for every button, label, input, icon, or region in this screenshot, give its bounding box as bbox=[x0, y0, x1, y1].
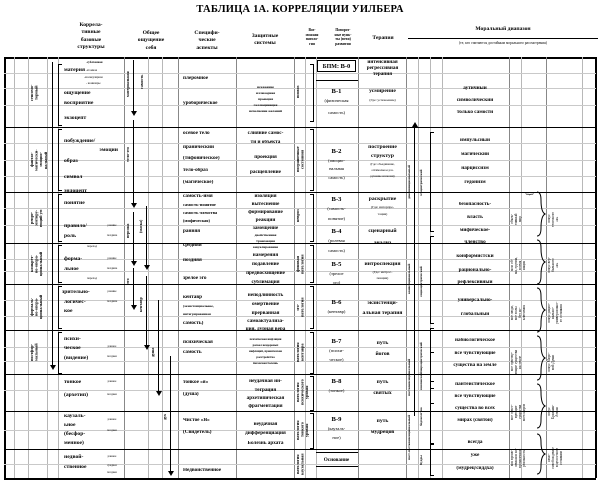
grid-v bbox=[14, 57, 15, 478]
pathology-label-psychosis: психоз bbox=[295, 85, 300, 99]
sa-mythic: (мифическая) bbox=[183, 219, 210, 223]
bs-sub-early: раннее bbox=[107, 380, 117, 383]
df-yogic-illness: йоговская болезнь bbox=[253, 362, 278, 365]
tp-foundation: Основание bbox=[323, 457, 350, 463]
tp-v7-code: В-7 bbox=[331, 338, 342, 345]
tp-v3-sub1: (самость- bbox=[327, 206, 346, 211]
ms-self-only: только самости bbox=[456, 110, 494, 115]
bs-sub-late: позднее bbox=[106, 355, 118, 358]
ms-universal-2: глобальный bbox=[460, 312, 490, 317]
moral-label-conventional: конвенциональный bbox=[407, 263, 411, 295]
moral-bracket bbox=[430, 444, 434, 476]
band-rule bbox=[4, 449, 596, 450]
tp-bpm-v0: БПМ: В-0 bbox=[317, 60, 356, 72]
df-projection: проекция bbox=[257, 98, 274, 101]
sa-self-membership: самость членства bbox=[183, 211, 218, 215]
df-splitting: расщепление bbox=[250, 170, 281, 175]
df-isolation: изоляция bbox=[254, 194, 277, 199]
grid-v bbox=[47, 57, 48, 478]
bs-row-causal-2: ьное bbox=[64, 422, 76, 428]
self-label-persona: персона bbox=[125, 223, 130, 239]
pathology-bracket bbox=[310, 413, 314, 449]
sa-self: самость) bbox=[183, 321, 204, 326]
tp-v8-sub1: (тонкое) bbox=[328, 388, 345, 393]
loc-body-self: локус телесного «я» bbox=[547, 211, 559, 227]
bs-row-causal-3: (бесфор- bbox=[64, 431, 86, 437]
th-structure-2: структур bbox=[371, 153, 394, 159]
ms-security-1: безопасность- bbox=[458, 202, 492, 207]
pathology-label-background: фоновая патология bbox=[295, 254, 305, 274]
grid-v bbox=[178, 57, 179, 478]
tp-rule bbox=[316, 80, 358, 81]
moral-bracket bbox=[430, 132, 434, 232]
df-archetypal: архетипическая bbox=[246, 396, 285, 401]
th-uncovering: раскрытие bbox=[368, 196, 397, 202]
bs-row-sensation: ощущение bbox=[64, 90, 91, 96]
grid-v bbox=[582, 57, 583, 478]
grid-v bbox=[124, 57, 125, 478]
tp-v4-sub2: самость) bbox=[328, 248, 345, 253]
bs-row-subtle-2: (архетип) bbox=[64, 392, 88, 398]
tp-v8-code: В-8 bbox=[331, 378, 342, 385]
moral-label-worldcentric: мироцентрический bbox=[419, 342, 423, 372]
df-fusion-2: ти и объекта bbox=[250, 140, 281, 145]
header-pathology: Воз- можная патоло- гия bbox=[305, 28, 319, 46]
df-distortion: искажение bbox=[257, 86, 274, 89]
th-uncovering-note-2: тация) bbox=[377, 213, 388, 216]
bs-sub-late: позднее bbox=[106, 393, 118, 396]
bs-row-visionlogic-3: кое bbox=[64, 308, 73, 314]
tp-v9-sub2: ное) bbox=[332, 435, 341, 440]
bs-row-nondual-2: ственное bbox=[64, 464, 87, 470]
band-rule bbox=[4, 374, 596, 375]
header-basic-structures: Коррела- тивные базовые структуры bbox=[77, 22, 105, 50]
ms-magical: магический bbox=[461, 152, 489, 157]
bs-row-psychic-2: ческое bbox=[64, 345, 81, 351]
df-psychic-inflation: психическая инфляция bbox=[249, 338, 282, 341]
tp-v4-code: В-4 bbox=[331, 228, 342, 235]
ms-symbolic: символический bbox=[456, 98, 494, 103]
ms-pantheistic-2: все чувствующие bbox=[454, 394, 496, 399]
df-inauthenticity: неподлинность bbox=[247, 293, 284, 298]
bs-row-rule: правило/ bbox=[64, 223, 87, 229]
df-illusory: иллюзорная bbox=[255, 92, 276, 95]
table-bottom-border bbox=[4, 478, 596, 480]
bs-row-emotion: эмоции bbox=[99, 147, 118, 153]
tp-v1-code: В-1 bbox=[331, 88, 342, 95]
sa-typhonic: (тифоническое) bbox=[183, 156, 220, 161]
bs-row-causal-1: каузаль- bbox=[64, 413, 86, 419]
ws-all-humans: все люди, все полы без ис- ключения bbox=[510, 305, 526, 321]
th-introspection: интроспекция bbox=[364, 261, 401, 267]
th-sages-1: путь bbox=[376, 418, 389, 424]
sa-body-image: тело-образ bbox=[183, 168, 208, 173]
moral-label-egocentric: эгоцентрический bbox=[419, 169, 423, 197]
header-moral-range-sub: (те, кто считаются достойным морального рассмотрения) bbox=[458, 41, 548, 45]
th-structure-note-1: (Где: объединение, bbox=[370, 163, 395, 166]
locus-braces bbox=[536, 190, 548, 478]
tp-v6-code: В-6 bbox=[331, 299, 342, 306]
th-yogi-1: путь bbox=[376, 340, 389, 346]
self-label-ego: это bbox=[125, 278, 130, 284]
th-intensive-2: регрессивная bbox=[366, 66, 399, 71]
pathology-label-ego: эго- патология bbox=[295, 297, 305, 317]
bs-sub-late: позднее bbox=[106, 471, 118, 474]
ws-objective-world: объек- тивный мир bbox=[510, 213, 522, 225]
sa-existential: (экзистенциальное, bbox=[183, 305, 214, 308]
tp-v2-sub2: нальная bbox=[329, 166, 344, 171]
df-pranic-disorder: инфляций, пранические bbox=[249, 350, 282, 353]
df-projection-2: проекция bbox=[254, 155, 277, 160]
bs-row-psychic-3: (видение) bbox=[64, 355, 89, 361]
tp-rule bbox=[316, 127, 358, 128]
ms-mythic-2: членство bbox=[464, 240, 486, 245]
bs-row-formal-1: форма- bbox=[64, 256, 83, 262]
ms-pantheistic-1: пантеистическое bbox=[455, 382, 495, 387]
sa-psychic-1: психическая bbox=[183, 340, 213, 345]
df-veil-1: завуалирование bbox=[252, 246, 279, 249]
tp-v6-sub1: (кентавр) bbox=[327, 309, 346, 314]
ms-rational-1: рационально- bbox=[458, 268, 492, 273]
stage-label-concrete-op: конкрет- но-опера- циональный bbox=[29, 251, 44, 277]
stage-label-formal-op: формаль- но-опера- циональный bbox=[29, 294, 44, 320]
grid-v bbox=[358, 57, 359, 478]
bs-row-nondual-1: недвой- bbox=[64, 454, 84, 460]
ms-pantheistic-3: существа во всех bbox=[455, 406, 495, 411]
sa-self-name: самость-имя bbox=[183, 194, 213, 199]
grid-v bbox=[305, 57, 306, 478]
header-defenses: Защитные системы bbox=[251, 33, 279, 47]
ms-impulsive: импульсный bbox=[460, 138, 490, 143]
pathology-bracket bbox=[310, 286, 314, 329]
ws-all-reality: вся прояв- ленная и не- проявленная реальность bbox=[510, 448, 526, 468]
bs-row-visionlogic-2: логичес- bbox=[64, 299, 86, 305]
bs-sub-early: ранние bbox=[107, 224, 117, 227]
df-arhat-illness: Болезнь архата bbox=[247, 441, 284, 446]
table-right-border bbox=[595, 57, 597, 478]
df-interrupted-2: самоактуализа- bbox=[247, 319, 284, 324]
sa-centaur: кентавр bbox=[183, 295, 203, 300]
df-double-1: двойственная bbox=[254, 234, 277, 237]
pathology-bracket bbox=[310, 245, 314, 283]
df-double-2: трансакция bbox=[256, 240, 275, 243]
sa-self-concept: самость-понятие bbox=[183, 203, 216, 207]
ms-already: уже bbox=[470, 453, 480, 458]
moral-header-rule bbox=[408, 38, 598, 39]
df-deadening: омертвение bbox=[251, 302, 280, 307]
pathology-bracket bbox=[310, 64, 314, 122]
sa-pure-i: Чистое «Я» bbox=[183, 418, 210, 423]
moral-bracket bbox=[430, 236, 434, 324]
bs-sub-ionizers: - ионизиры bbox=[86, 82, 101, 85]
df-interrupted-1: прерванная bbox=[251, 311, 280, 316]
loc-self-liberation: само- освобождение в целостном сознании bbox=[547, 447, 563, 469]
df-hallucination: галлюцинация bbox=[253, 104, 278, 107]
header-self-sense: Общее ощущение себя bbox=[137, 30, 165, 51]
moral-label-buddhas: Будды bbox=[419, 455, 423, 465]
bs-row-psychic-1: психи- bbox=[64, 336, 81, 342]
tp-v5-sub2: эго) bbox=[332, 280, 341, 285]
th-pacification-note: (Где: успокоение) bbox=[369, 99, 396, 102]
bs-sub-early: раннее bbox=[107, 345, 117, 348]
df-failed-integration-2: теграция bbox=[254, 388, 277, 393]
ms-narcissism: нарциссизм bbox=[461, 166, 489, 171]
header-specific-aspects: Специфи- ческие аспекты bbox=[194, 30, 220, 51]
bs-row-image: образ bbox=[64, 158, 78, 164]
th-introspection-note-2: пекция) bbox=[376, 277, 389, 280]
df-reaction-2: реакции bbox=[255, 218, 276, 223]
bs-row-visionlogic-1: зрительно- bbox=[62, 289, 90, 295]
bs-transition-1: переход bbox=[86, 245, 98, 248]
band-rule bbox=[4, 330, 596, 331]
th-script-2: анализ bbox=[373, 240, 392, 246]
bs-row-impulse: побуждение/ bbox=[64, 138, 96, 144]
th-introspection-note-1: (Где: интрос- bbox=[372, 271, 393, 274]
bs-row: -субатомная bbox=[86, 60, 103, 64]
df-failed-diff-1: неудачная bbox=[253, 422, 278, 427]
self-label-body-ego: тело-это bbox=[125, 147, 130, 163]
self-label-mask: (маска) bbox=[138, 219, 143, 233]
ms-mythic-1: мифическое- bbox=[459, 228, 491, 233]
sa-axial-body: осевое тело bbox=[183, 131, 210, 136]
tp-v5-code: В-5 bbox=[331, 261, 342, 268]
tp-v5-sub1: (зрелое bbox=[329, 271, 344, 276]
moral-progression-arrow bbox=[414, 126, 415, 416]
tp-v2-sub1: (эмоцио- bbox=[328, 158, 345, 163]
header-moral-range: Моральный диапазон bbox=[475, 26, 531, 32]
table-left-border bbox=[4, 57, 6, 478]
sa-witness: (Свидетель) bbox=[183, 430, 212, 435]
moral-label-bodhisattva: бодхисаттва bbox=[419, 407, 423, 427]
sa-middle: средняя bbox=[183, 243, 202, 248]
pathology-bracket bbox=[310, 376, 314, 411]
ms-pantheistic-4: мирах (святой) bbox=[457, 418, 493, 423]
tp-v2-sub3: самость) bbox=[328, 175, 345, 180]
th-structure-note-2: оптимальное раз- bbox=[371, 169, 394, 172]
bs-sub-molecular: -молекулярная bbox=[84, 76, 103, 79]
df-badfaith: ция, дурная вера bbox=[245, 327, 286, 332]
th-intensive-1: интенсивная bbox=[367, 60, 398, 65]
tp-v9-sub1: (каузаль- bbox=[327, 426, 346, 431]
page-title: ТАБЛИЦА 1А. КОРРЕЛЯЦИИ УИЛБЕРА bbox=[196, 4, 404, 15]
loc-brahman-atman: локус Брахман- Атман bbox=[547, 404, 559, 420]
df-failed-integration-1: неудачная ин- bbox=[249, 379, 282, 384]
bs-row-concept: понятие bbox=[64, 200, 85, 206]
df-fragmentation: фрагментация bbox=[248, 404, 283, 409]
tp-v1-sub2: самость) bbox=[327, 110, 346, 115]
ms-rational-2: рефлексивный bbox=[457, 280, 493, 285]
header-turning-points: Поворот- ные пунк- ты (вехи) развития bbox=[334, 28, 352, 46]
ws-sentient-all-worlds: все чувст- вующие существа всех миров bbox=[510, 403, 526, 421]
th-pacification: усмирение bbox=[369, 88, 396, 94]
self-label-soul: душа bbox=[150, 347, 155, 357]
ms-always: всегда bbox=[467, 440, 483, 445]
bs-row-endocept: эндоцепт bbox=[64, 188, 87, 194]
stage-label-representational: репре- зентиру- ющий ум bbox=[29, 209, 44, 227]
self-label-spirit: дух bbox=[162, 413, 167, 421]
df-anticipation: предвосхищение bbox=[246, 271, 285, 276]
bs-row-symbol: символ bbox=[64, 174, 83, 180]
df-fusion-1: слияние самос- bbox=[247, 131, 284, 136]
sa-nondual: Недвойственное bbox=[183, 468, 222, 473]
sa-late: поздняя bbox=[183, 258, 202, 263]
tp-v2-code: В-2 bbox=[331, 148, 342, 155]
self-label-centaur: кентавр bbox=[138, 297, 143, 313]
tp-v3-sub2: понятие) bbox=[327, 216, 345, 221]
bs-row-subtle-1: тонкое bbox=[64, 379, 82, 385]
th-sages-2: мудрецов bbox=[370, 429, 395, 435]
bs-sub-late: позднее bbox=[106, 429, 118, 432]
moral-label-postconventional: постконвенциональный bbox=[407, 358, 411, 396]
stage-label-sensorimotor: сенсомо- торный bbox=[29, 84, 39, 102]
bs-sub-late: поздние bbox=[106, 300, 118, 303]
pathology-bracket bbox=[310, 194, 314, 242]
ms-universal-1: универсально- bbox=[457, 298, 493, 303]
th-saints-2: святых bbox=[373, 390, 392, 396]
pathology-bracket bbox=[310, 129, 314, 191]
th-structure-1: построение bbox=[368, 144, 397, 150]
bs-row-exocept: экзоцепт bbox=[64, 115, 87, 121]
tp-v7-sub1: (психи- bbox=[329, 348, 344, 353]
th-uncovering-note-1: (Где: интерпре- bbox=[370, 206, 395, 209]
th-existential-1: экзистенци- bbox=[367, 300, 398, 306]
df-wishfulfill: исполнение желаний bbox=[248, 110, 283, 113]
sa-integrated: интегрированная bbox=[183, 313, 211, 316]
loc-verbal-self: локус вер- бального «я» bbox=[547, 257, 559, 273]
bs-row-role: роль bbox=[64, 233, 76, 239]
df-sublimation: сублимация bbox=[251, 280, 280, 285]
scope-brace: } bbox=[525, 192, 535, 197]
tp-v1-sub1: (физическая bbox=[324, 98, 349, 103]
th-saints-1: путь bbox=[376, 379, 389, 385]
sa-magical: (магическое) bbox=[183, 180, 214, 185]
ws-tribe: мои об- ма, группа, племя нация bbox=[510, 256, 526, 274]
tp-v7-sub2: ческое) bbox=[329, 357, 344, 362]
th-existential-2: альная терапия bbox=[362, 310, 403, 316]
pathology-label-borderline: пограничные состояния bbox=[295, 146, 305, 172]
ms-sage: (мудрец/сиддха) bbox=[456, 466, 494, 471]
tp-v9-code: В-9 bbox=[331, 416, 342, 423]
tp-rule bbox=[316, 466, 358, 467]
pathology-label-subtle: патология тонкого уровня bbox=[295, 420, 310, 440]
stage-label-postformal: постфор- мальный bbox=[29, 343, 39, 361]
ms-biological-2: все чувствующие bbox=[454, 351, 496, 356]
ws-sentient-earth: все чувству- ющие существа на земле bbox=[510, 349, 522, 375]
band-rule bbox=[4, 127, 596, 128]
df-split-unhealthy: раскол нездоровых bbox=[252, 344, 279, 347]
sa-soul: (душа) bbox=[183, 392, 199, 397]
moral-bracket bbox=[430, 388, 434, 444]
tp-v3-code: В-3 bbox=[331, 196, 342, 203]
bs-sub-early: ранние bbox=[107, 290, 117, 293]
loc-rational-universal: локус рацио- нально- универсально- го сознания bbox=[547, 301, 563, 325]
bs-row-formal-2: льное bbox=[64, 266, 79, 272]
ms-security-2: власть bbox=[467, 215, 483, 220]
loc-world-soul: локус Миро- вой Души bbox=[547, 352, 555, 372]
pathology-label-neurosis: невроз bbox=[295, 209, 300, 223]
th-yogi-2: йогов bbox=[375, 351, 390, 357]
df-repression: вытеснение bbox=[251, 202, 280, 207]
bs-transition-2: переход bbox=[86, 277, 98, 280]
stage-progression-arrow bbox=[52, 62, 53, 366]
df-displacement: замещение bbox=[252, 226, 279, 231]
sa-subtle-i: тонкое «я» bbox=[183, 380, 209, 385]
moral-label-shamanic: шаманский bbox=[419, 372, 423, 390]
pathology-bracket bbox=[310, 332, 314, 374]
df-reaction-1: формирование bbox=[248, 210, 283, 215]
th-intensive-3: терапия bbox=[372, 72, 393, 77]
ms-autistic: аутичный bbox=[463, 86, 487, 91]
df-disorder: расстройства bbox=[256, 356, 275, 359]
bs-row-matter: материя -атомная bbox=[64, 67, 97, 73]
th-script-1: сценарный bbox=[368, 228, 397, 234]
ms-hedonism: гедонизм bbox=[464, 180, 486, 185]
sa-mature-ego: зрелое эго bbox=[183, 276, 207, 281]
df-suppression: подавление bbox=[252, 262, 279, 267]
tp-v4-sub1: (ролевая bbox=[328, 238, 345, 243]
sa-uroboric: уроборическое bbox=[183, 101, 218, 106]
moral-label-postpost: пост-постконвенциональный bbox=[407, 414, 411, 460]
ms-biological-3: существа на земле bbox=[453, 363, 497, 368]
moral-label-preconventional: доконвенциональный bbox=[407, 165, 411, 199]
bs-sub-late: поздние bbox=[106, 234, 118, 237]
header-therapy: Терапия bbox=[372, 35, 394, 41]
self-label-material-2: самость bbox=[139, 74, 144, 90]
bs-sub-late: поздние bbox=[106, 267, 118, 270]
bs-sub-early: раннее bbox=[107, 418, 117, 421]
pathology-label-centaur: патология кентавра bbox=[295, 342, 305, 362]
pathology-label-causal: патология каузальная bbox=[295, 453, 305, 475]
sa-pranic: пранический bbox=[183, 145, 215, 150]
bs-row-causal-4: менное) bbox=[64, 440, 84, 446]
ms-conformist: конформистски bbox=[456, 254, 494, 259]
th-structure-note-3: рушение иллюзий) bbox=[370, 175, 395, 178]
stage-label-fantasmic: фантаз- матически- эмоцио- нальный bbox=[29, 149, 48, 171]
bs-row-perception: восприятие bbox=[64, 100, 94, 106]
ms-biological-1: набиологическое bbox=[455, 338, 495, 343]
bs-sub-early: ранние bbox=[107, 257, 117, 260]
sa-early: ранняя bbox=[183, 229, 201, 234]
pathology-label-psychic: патология психического уровня bbox=[295, 379, 310, 406]
moral-label-sociocentric: социоцентрический bbox=[419, 266, 423, 298]
bs-sub-early: раннее bbox=[107, 455, 117, 458]
self-label-material: материальная bbox=[125, 71, 130, 97]
tp-rule bbox=[316, 452, 358, 453]
bs-sub-mid: среднее bbox=[107, 464, 117, 467]
sa-pleromatic: плеромное bbox=[183, 76, 209, 81]
df-failed-diff-2: дифференциация bbox=[245, 431, 286, 436]
df-veil-2: намерения bbox=[252, 253, 279, 258]
sa-psychic-2: самость bbox=[183, 350, 202, 355]
